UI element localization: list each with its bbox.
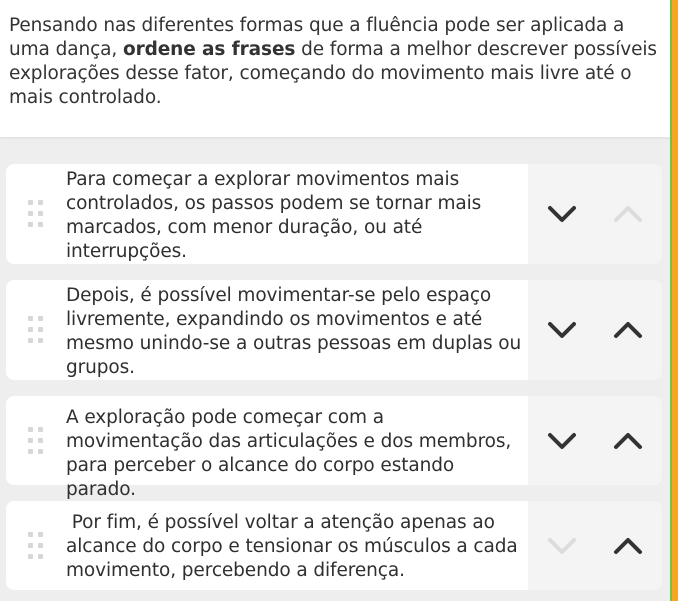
reorder-controls [528,164,662,264]
drag-handle-icon[interactable] [28,316,44,344]
move-down-button[interactable] [544,315,580,345]
reorder-controls [528,501,662,590]
move-down-button[interactable] [544,199,580,229]
prompt-text-end: de forma a melhor descrever possíveis explorações desse fator, começando do movimento mais livre até o mais controlado. [9,39,657,108]
sortable-item[interactable] [6,501,662,590]
drag-handle-icon[interactable] [28,532,44,560]
sortable-item[interactable] [6,164,662,264]
chevron-up-icon [610,426,646,456]
drag-handle-icon[interactable] [28,200,44,228]
drag-handle-icon[interactable] [28,427,44,455]
chevron-down-icon [544,199,580,229]
chevron-down-icon [544,531,580,561]
item-text: A exploração pode começar com a movimentação das articulações e dos membros, para perceber o alcance do corpo estando parado. [66,407,512,500]
prompt-text [0,0,670,110]
reorder-controls [528,280,662,380]
move-up-button[interactable] [610,426,646,456]
move-down-button [544,531,580,561]
move-down-button[interactable] [544,426,580,456]
question-prompt [0,0,670,137]
prompt-emphasis: ordene as frases [122,39,296,60]
item-text: Para começar a explorar movimentos mais controlados, os passos podem se tornar mais marcados, com menor duração, ou até interrupções. [66,169,482,262]
move-up-button [610,199,646,229]
reorder-controls [528,396,662,485]
item-text: Por fim, é possível voltar a atenção apenas ao alcance do corpo e tensionar os músculos a cada movimento, percebendo a diferença. [66,512,524,581]
accent-bar [670,0,678,601]
move-up-button[interactable] [610,315,646,345]
sortable-item[interactable] [6,280,662,380]
item-text: Depois, é possível movimentar-se pelo espaço livremente, expandindo os movimentos e até mesmo unindo-se a outras pessoas em duplas ou grupos. [66,285,522,378]
move-up-button[interactable] [610,531,646,561]
chevron-up-icon [610,199,646,229]
chevron-up-icon [610,315,646,345]
sortable-item[interactable] [6,396,662,500]
chevron-down-icon [544,426,580,456]
chevron-down-icon [544,315,580,345]
prompt-text-start: Pensando nas diferentes formas que a fluência pode ser aplicada a uma dança, [9,15,625,60]
chevron-up-icon [610,531,646,561]
